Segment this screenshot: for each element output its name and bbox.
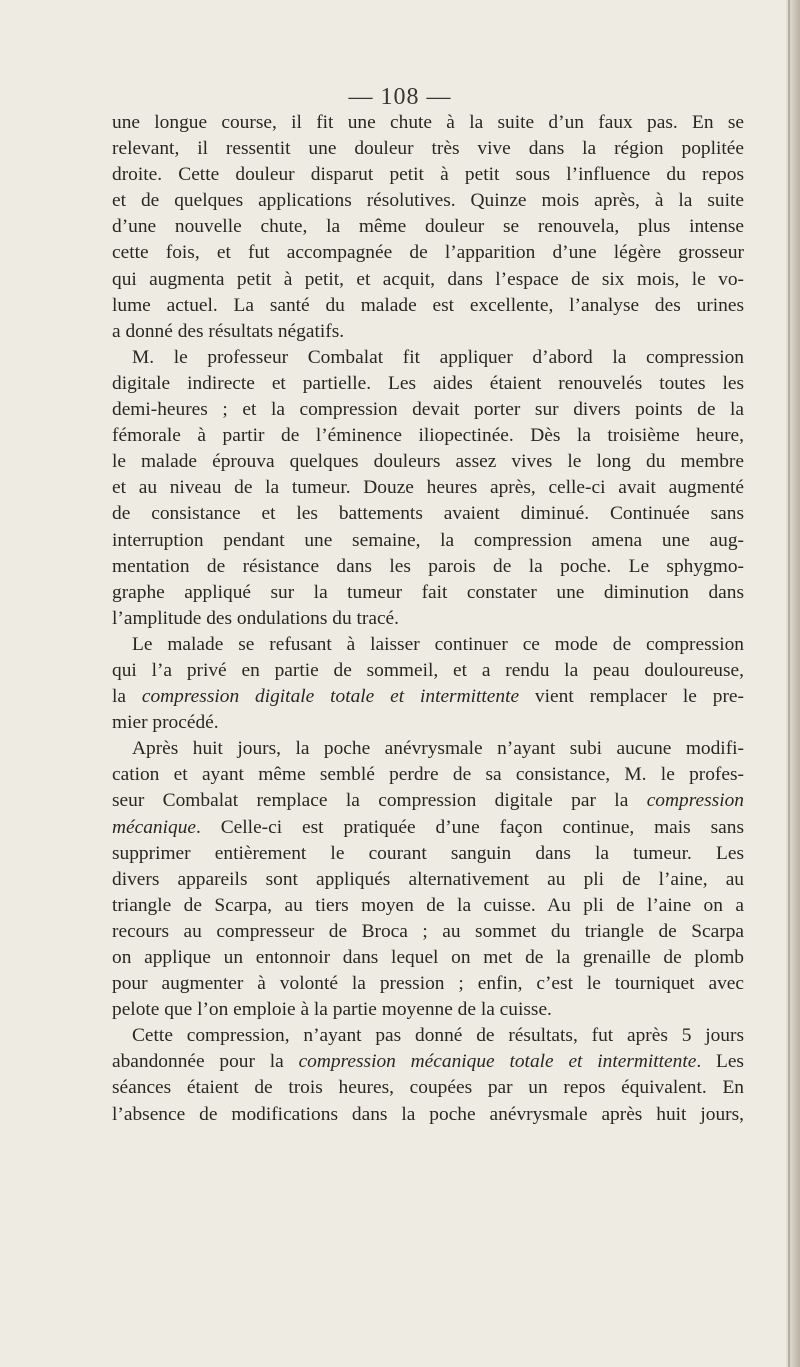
- text-run: la: [112, 686, 142, 708]
- text-run: M. le professeur Combalat fit appliquer d’abord la compression: [132, 346, 744, 368]
- text-run: d’une nouvelle chute, la même douleur se renouvela, plus intense: [112, 216, 744, 238]
- text-line: [112, 162, 744, 188]
- text-run: triangle de Scarpa, au tiers moyen de la cuisse. Au pli de l’aine on a: [112, 894, 744, 916]
- text-line: [112, 293, 744, 319]
- text-run: lume actuel. La santé du malade est excellente, l’analyse des urines: [112, 294, 744, 316]
- text-line: [112, 1102, 744, 1128]
- text-line: [112, 1049, 744, 1075]
- text-run: Après huit jours, la poche anévrysmale n’ayant subi aucune modifi-: [132, 738, 744, 760]
- text-line: [112, 397, 744, 423]
- text-line: [112, 214, 744, 240]
- text-run: mentation de résistance dans les parois de la poche. Le sphygmo-: [112, 555, 744, 577]
- text-run: supprimer entièrement le courant sanguin dans la tumeur. Les: [112, 842, 744, 864]
- text-line: [112, 580, 744, 606]
- page-number: — 108 —: [348, 84, 452, 110]
- text-run: seur Combalat remplace la compression digitale par la: [112, 790, 647, 812]
- text-run: graphe appliqué sur la tumeur fait constater une diminution dans: [112, 581, 744, 603]
- text-run: l’amplitude des ondulations du tracé.: [112, 607, 400, 629]
- text-run: recours au compresseur de Broca ; au sommet du triangle de Scarpa: [112, 920, 744, 942]
- text-line: [112, 345, 744, 371]
- text-run: pelote que l’on emploie à la partie moyenne de la cuisse.: [112, 999, 552, 1021]
- italic-text: mécanique: [112, 816, 196, 838]
- text-line: [112, 554, 744, 580]
- italic-text: compression digitale totale et intermittente: [141, 686, 520, 708]
- text-run: on applique un entonnoir dans lequel on met de la grenaille de plomb: [112, 947, 744, 968]
- text-run: qui augmenta petit à petit, et acquit, dans l’espace de six mois, le vo-: [112, 268, 744, 290]
- text-run: le malade éprouva quelques douleurs assez vives le long du membre: [112, 451, 744, 473]
- text-run: Cette compression, n’ayant pas donné de résultats, fut après 5 jours: [132, 1025, 744, 1047]
- text-line: [112, 710, 744, 736]
- text-line: [112, 136, 744, 162]
- text-line: [112, 893, 744, 919]
- text-line: [112, 501, 744, 527]
- text-run: divers appareils sont appliqués alternativement au pli de l’aine, au: [112, 868, 744, 890]
- text-run: et de quelques applications résolutives. Quinze mois après, à la suite: [112, 190, 744, 212]
- text-line: [112, 110, 744, 136]
- text-run: . Celle-ci est pratiquée d’une façon continue, mais sans: [196, 816, 744, 838]
- text-run: mier procédé.: [112, 712, 219, 734]
- text-run: pour augmenter à volonté la pression ; enfin, c’est le tourniquet avec: [112, 973, 744, 995]
- text-run: l’absence de modifications dans la poche anévrysmale après huit jours,: [112, 1103, 744, 1125]
- text-run: . Les: [696, 1051, 744, 1073]
- text-run: digitale indirecte et partielle. Les aides étaient renouvelés toutes les: [112, 372, 744, 394]
- text-line: [112, 475, 744, 501]
- text-line: [112, 684, 744, 710]
- text-line: [112, 188, 744, 214]
- text-run: de consistance et les battements avaient diminué. Continuée sans: [112, 503, 744, 525]
- text-line: [112, 606, 744, 632]
- text-run: droite. Cette douleur disparut petit à petit sous l’influence du repos: [112, 164, 744, 186]
- text-run: demi-heures ; et la compression devait porter sur divers points de la: [112, 399, 744, 421]
- text-run: interruption pendant une semaine, la compression amena une aug-: [112, 529, 744, 551]
- text-line: [112, 997, 744, 1023]
- text-line: [112, 1023, 744, 1049]
- text-run: vient remplacer le pre-: [519, 686, 744, 708]
- text-run: fémorale à partir de l’éminence iliopectinée. Dès la troisième heure,: [112, 425, 744, 447]
- text-line: [112, 658, 744, 684]
- text-run: relevant, il ressentit une douleur très vive dans la région poplitée: [112, 138, 744, 160]
- body-text: [112, 110, 744, 1128]
- text-run: a donné des résultats négatifs.: [112, 320, 345, 342]
- text-line: [112, 815, 744, 841]
- text-line: [112, 632, 744, 658]
- text-line: [112, 945, 744, 971]
- text-run: Le malade se refusant à laisser continuer ce mode de compression: [132, 633, 744, 655]
- text-run: cation et ayant même semblé perdre de sa consistance, M. le profes-: [112, 764, 744, 786]
- text-run: abandonnée pour la: [112, 1051, 299, 1073]
- text-line: [112, 841, 744, 867]
- text-run: qui l’a privé en partie de sommeil, et a rendu la peau douloureuse,: [112, 659, 744, 681]
- text-line: [112, 240, 744, 266]
- text-line: [112, 1075, 744, 1101]
- italic-text: compression mécanique totale et intermittente: [298, 1051, 697, 1073]
- text-line: [112, 788, 744, 814]
- text-line: [112, 762, 744, 788]
- text-line: [112, 371, 744, 397]
- text-run: cette fois, et fut accompagnée de l’apparition d’une légère grosseur: [112, 242, 744, 264]
- italic-text: compression: [646, 790, 744, 812]
- text-line: [112, 919, 744, 945]
- text-line: [112, 736, 744, 762]
- text-run: séances étaient de trois heures, coupées par un repos équivalent. En: [112, 1077, 744, 1099]
- text-run: une longue course, il fit une chute à la suite d’un faux pas. En se: [112, 112, 744, 133]
- text-line: [112, 423, 744, 449]
- text-line: [112, 267, 744, 293]
- text-line: [112, 528, 744, 554]
- text-run: et au niveau de la tumeur. Douze heures après, celle-ci avait augmenté: [112, 477, 744, 499]
- text-line: [112, 319, 744, 345]
- text-line: [112, 449, 744, 475]
- text-line: [112, 971, 744, 997]
- page-edge-line: [788, 0, 790, 1367]
- text-line: [112, 867, 744, 893]
